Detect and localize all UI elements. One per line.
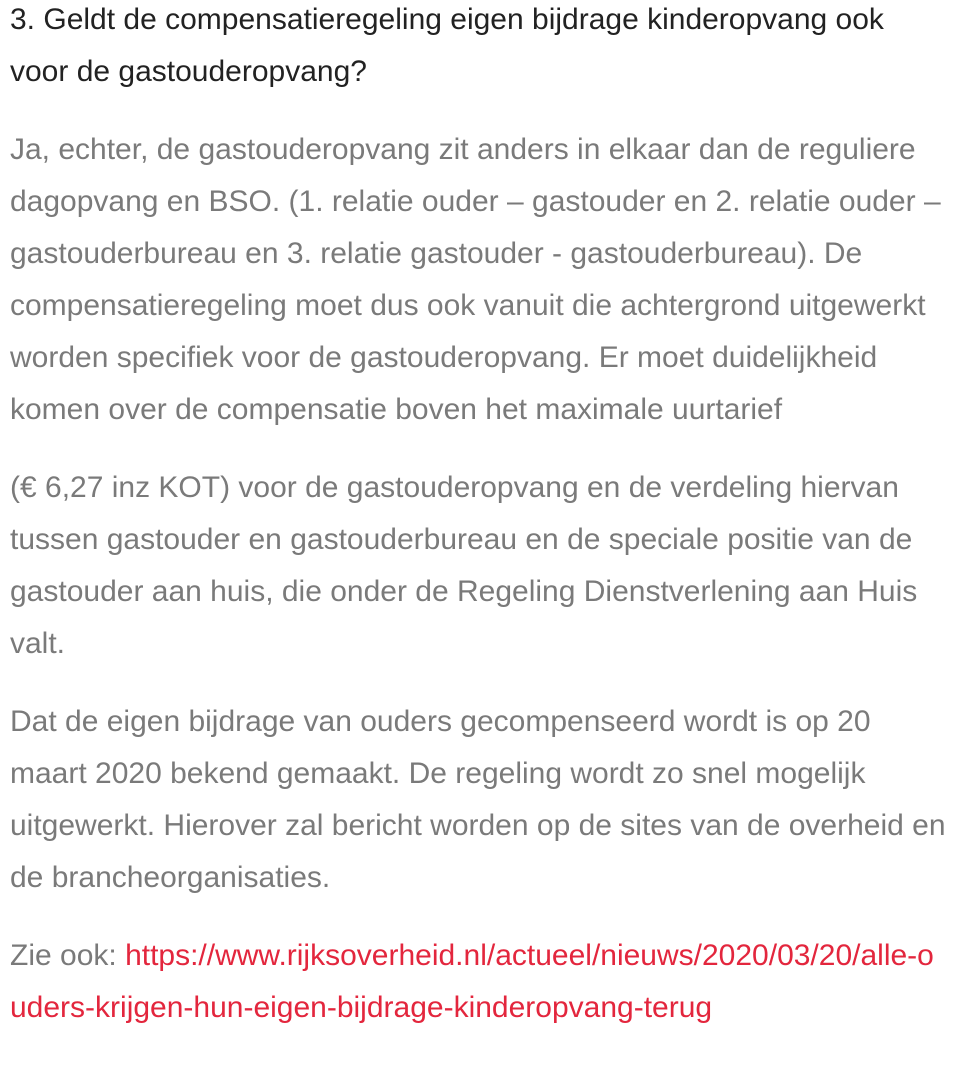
faq-question: 3. Geldt de compensatieregeling eigen bijdrage kinderopvang ook voor de gastouderopvang? bbox=[10, 3, 884, 88]
see-also bbox=[10, 930, 950, 1034]
see-also-label: Zie ook: bbox=[10, 939, 126, 972]
answer-paragraph-1: Ja, echter, de gastouderopvang zit anders in elkaar dan de reguliere dagopvang en BSO. (1. relatie ouder – gastouder en 2. relatie ouder – gastouderbureau en 3. relatie gastouder - gastouderbureau). De compensatieregeling moet dus ook vanuit die achtergrond uitgewerkt worden specifiek voor de gastouderopvang. Er moet duidelijkheid komen over de compensatie boven het maximale uurtarief bbox=[10, 133, 941, 426]
answer-paragraph-2: (€ 6,27 inz KOT) voor de gastouderopvang en de verdeling hiervan tussen gastouder en gastouderbureau en de speciale positie van de gastouder aan huis, die onder de Regeling Dienstverlening aan Huis valt. bbox=[10, 471, 918, 660]
answer-paragraph-3: Dat de eigen bijdrage van ouders gecompenseerd wordt is op 20 maart 2020 bekend gemaakt. De regeling wordt zo snel mogelijk uitgewerkt. Hierover zal bericht worden op de sites van de overheid en de brancheorganisaties. bbox=[10, 705, 946, 894]
article-content bbox=[10, 0, 950, 1034]
rijksoverheid-news-link[interactable]: https://www.rijksoverheid.nl/actueel/nieuws/2020/03/20/alle-ouders-krijgen-hun-eigen-bijdrage-kinderopvang-terug bbox=[10, 939, 934, 1024]
